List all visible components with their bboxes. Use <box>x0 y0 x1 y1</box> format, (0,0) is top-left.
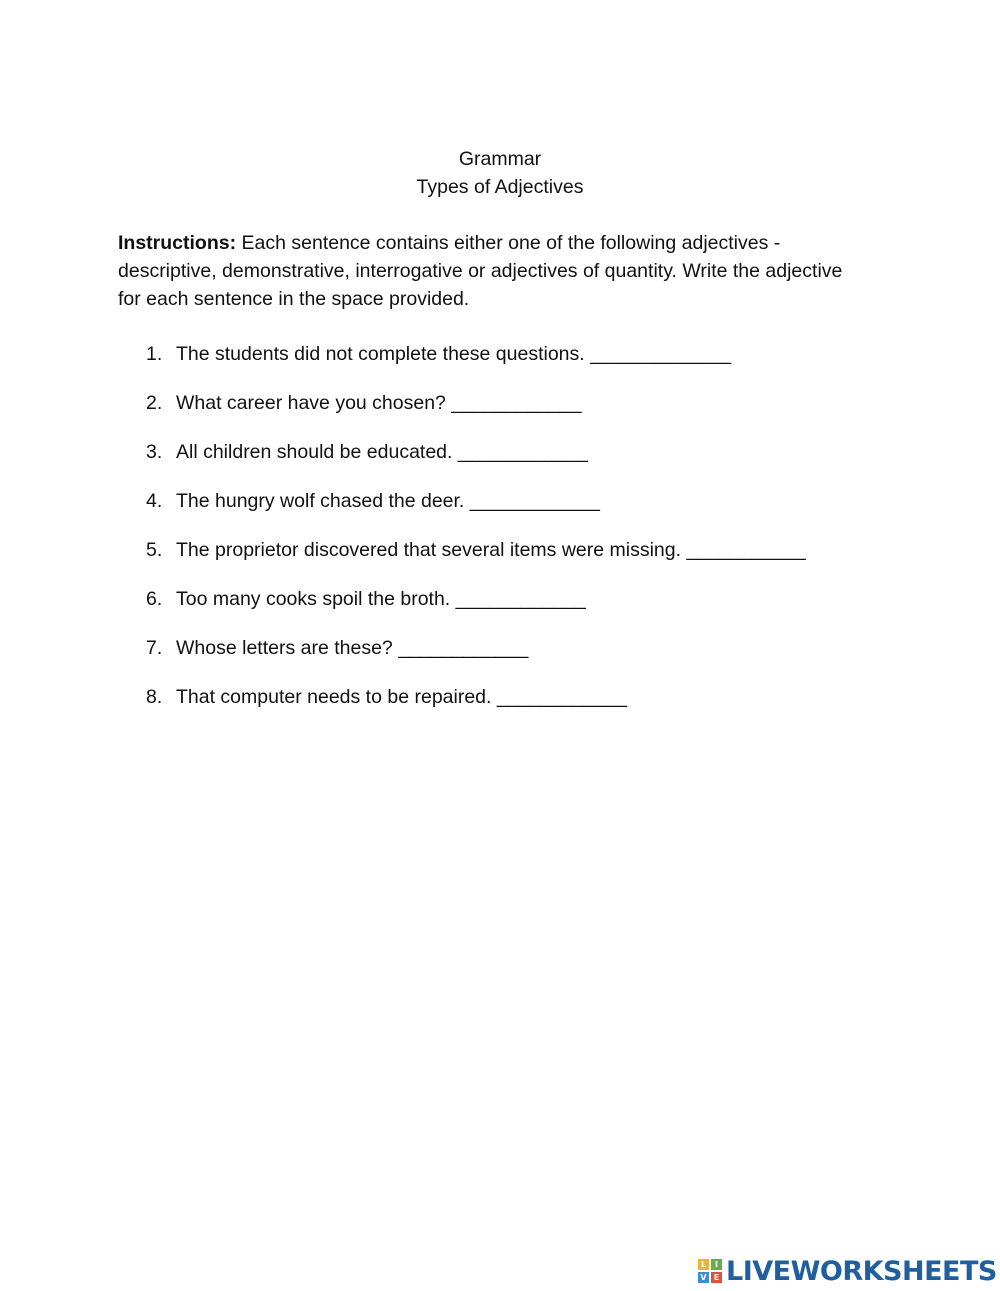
question-number: 6. <box>146 588 163 610</box>
instructions-label: Instructions: <box>118 232 237 254</box>
question-item <box>0 585 1000 634</box>
logo-block-i: I <box>711 1259 722 1270</box>
question-number: 1. <box>146 343 163 365</box>
question-text: The hungry wolf chased the deer. ____________ <box>176 490 600 512</box>
question-text: Too many cooks spoil the broth. ____________ <box>176 588 586 610</box>
question-item <box>0 683 1000 732</box>
question-text: Whose letters are these? ____________ <box>176 637 529 659</box>
question-item <box>0 536 1000 585</box>
question-number: 2. <box>146 392 163 414</box>
logo-wordmark: LIVEWORKSHEETS <box>726 1255 997 1287</box>
question-text: All children should be educated. ____________ <box>176 441 588 463</box>
question-text: That computer needs to be repaired. ____________ <box>176 686 627 708</box>
question-item <box>0 438 1000 487</box>
instructions-paragraph <box>118 229 858 313</box>
question-number: 4. <box>146 490 163 512</box>
question-number: 5. <box>146 539 163 561</box>
question-item <box>0 487 1000 536</box>
question-text: The proprietor discovered that several items were missing. ___________ <box>176 539 806 561</box>
question-item <box>0 340 1000 389</box>
question-item <box>0 389 1000 438</box>
subject-heading: Grammar <box>458 148 542 170</box>
question-item <box>0 634 1000 683</box>
question-number: 3. <box>146 441 163 463</box>
instructions-text: Each sentence contains either one of the following adjectives - descriptive, demonstrative, interrogative or adjectives of quantity. Write the adjective for each sentence in the space provided. <box>118 232 843 310</box>
logo-block-e: E <box>711 1272 722 1283</box>
question-text: What career have you chosen? ____________ <box>176 392 582 414</box>
question-text: The students did not complete these questions. _____________ <box>176 343 732 365</box>
question-number: 8. <box>146 686 163 708</box>
logo-block-l: L <box>698 1259 709 1270</box>
question-number: 7. <box>146 637 163 659</box>
worksheet-header <box>0 145 1000 201</box>
worksheet-title: Types of Adjectives <box>416 176 584 198</box>
liveworksheets-logo <box>698 1253 997 1289</box>
logo-block-v: V <box>698 1272 709 1283</box>
question-list <box>0 340 1000 732</box>
logo-blocks-icon <box>698 1259 722 1283</box>
